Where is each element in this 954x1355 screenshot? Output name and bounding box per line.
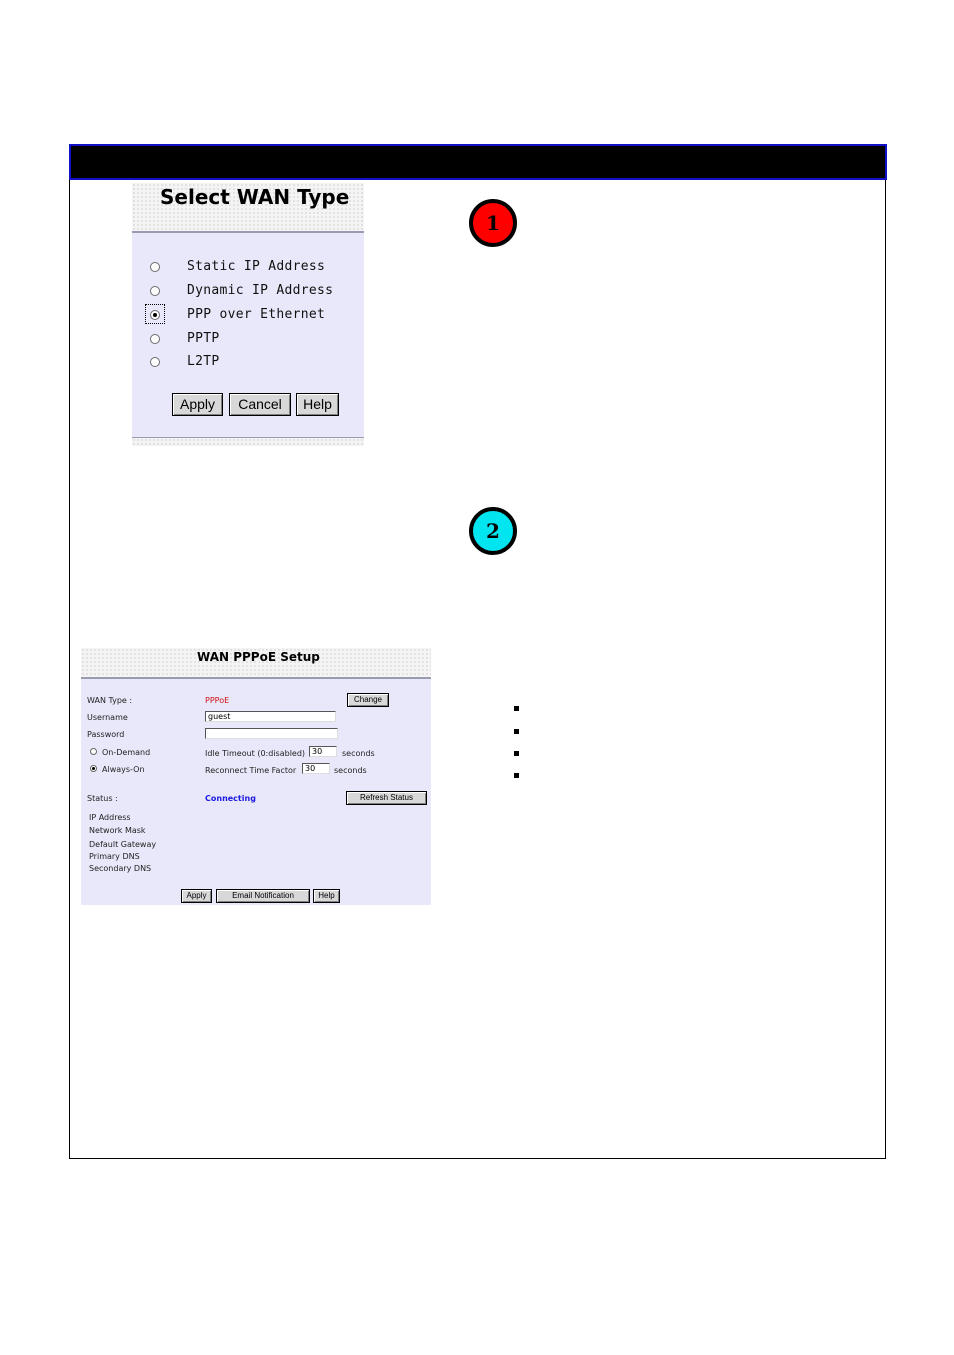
divider: [132, 231, 364, 233]
wan-option-dynamic[interactable]: [132, 282, 364, 302]
radio-button-selected[interactable]: [150, 310, 160, 320]
network-mask-label: Network Mask: [89, 826, 146, 835]
wan-pppoe-setup-panel: [81, 648, 431, 905]
email-notification-button[interactable]: Email Notification: [216, 889, 310, 903]
panel-title: WAN PPPoE Setup: [197, 650, 320, 664]
radio-button[interactable]: [150, 357, 160, 367]
radio-button[interactable]: [150, 286, 160, 296]
cancel-button[interactable]: Cancel: [229, 393, 291, 416]
radio-button[interactable]: [150, 334, 160, 344]
help-button[interactable]: Help: [313, 889, 340, 903]
panel-footer: [132, 437, 364, 446]
step-2-badge: 2: [469, 507, 517, 555]
idle-timeout-unit: seconds: [342, 749, 375, 758]
status-label: Status :: [87, 794, 118, 803]
status-value: Connecting: [205, 794, 256, 803]
select-wan-type-panel: [132, 183, 364, 445]
reconnect-field[interactable]: 30: [302, 763, 330, 774]
password-label: Password: [87, 730, 125, 739]
header-bar: [69, 144, 887, 180]
panel-title: Select WAN Type: [160, 185, 350, 209]
option-label: L2TP: [187, 354, 220, 369]
wan-option-pppoe[interactable]: [132, 306, 364, 326]
reconnect-label: Reconnect Time Factor: [205, 766, 297, 775]
username-field[interactable]: guest: [205, 711, 336, 722]
bullet-icon: [514, 751, 519, 756]
step-1-badge: 1: [469, 199, 517, 247]
apply-button[interactable]: Apply: [181, 889, 212, 903]
always-on-radio[interactable]: [90, 765, 97, 772]
idle-timeout-label: Idle Timeout (0:disabled): [205, 749, 306, 758]
password-field[interactable]: [205, 728, 338, 739]
reconnect-unit: seconds: [334, 766, 367, 775]
username-label: Username: [87, 713, 128, 722]
on-demand-label: On-Demand: [102, 748, 151, 757]
change-button[interactable]: Change: [347, 693, 389, 707]
primary-dns-label: Primary DNS: [89, 852, 140, 861]
wan-option-pptp[interactable]: [132, 330, 364, 350]
secondary-dns-label: Secondary DNS: [89, 864, 152, 873]
apply-button[interactable]: Apply: [172, 393, 223, 416]
on-demand-radio[interactable]: [90, 748, 97, 755]
wan-option-l2tp[interactable]: [132, 353, 364, 373]
bullet-icon: [514, 729, 519, 734]
help-button[interactable]: Help: [296, 393, 339, 416]
ip-address-label: IP Address: [89, 813, 131, 822]
option-label: Dynamic IP Address: [187, 283, 334, 298]
panel-header: [132, 183, 364, 231]
panel-header: [81, 648, 431, 679]
wan-type-value: PPPoE: [205, 696, 230, 705]
option-label: Static IP Address: [187, 259, 326, 274]
idle-timeout-field[interactable]: 30: [309, 746, 337, 757]
option-label: PPTP: [187, 331, 220, 346]
default-gateway-label: Default Gateway: [89, 840, 157, 849]
bullet-icon: [514, 706, 519, 711]
wan-option-static[interactable]: [132, 258, 364, 278]
refresh-status-button[interactable]: Refresh Status: [346, 791, 427, 805]
radio-button[interactable]: [150, 262, 160, 272]
option-label: PPP over Ethernet: [187, 307, 326, 322]
bullet-icon: [514, 773, 519, 778]
always-on-label: Always-On: [102, 765, 145, 774]
wan-type-label: WAN Type :: [87, 696, 133, 705]
